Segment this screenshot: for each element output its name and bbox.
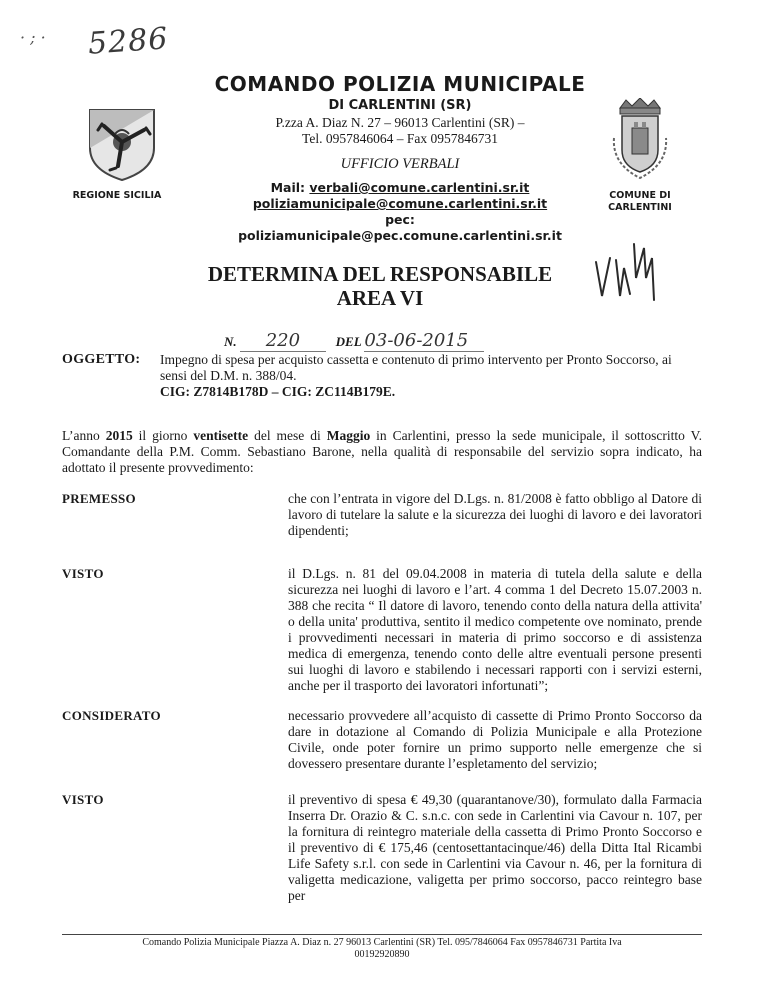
intro-year: 2015	[105, 428, 133, 443]
date-label: DEL	[335, 334, 362, 349]
section-text-visto: il D.Lgs. n. 81 del 09.04.2008 in materia di tutela della salute e della sicurezza nei luoghi di lavoro e l’art. 4 comma 1 del Decreto 15.07.2003 n. 388 che recita “ Il datore di lavoro, tenendo conto della natura della attivita' o della unita' produttiva, sentito il medico competente ove nominato, prende i provvedimenti necessari in materia di primo soccorso e di assistenza medica di emergenza, tenendo conto delle altre eventuali persone presenti sui luoghi di lavoro e stabilendo i necessari rapporti con i servizi esterni, anche per il trasporto dei lavoratori infortunati”;	[288, 566, 702, 693]
intro-part: il giorno	[132, 428, 194, 443]
section-label-visto-preventivo: VISTO	[62, 792, 104, 807]
document-number-line	[224, 330, 484, 352]
oggetto-cig: CIG: Z7814B178D – CIG: ZC114B179E.	[160, 384, 396, 399]
section-label-visto: VISTO	[62, 566, 104, 581]
region-label: REGIONE SICILIA	[72, 190, 162, 201]
oggetto-body	[160, 352, 700, 400]
command-address	[210, 115, 590, 147]
intro-part: L’anno	[62, 428, 106, 443]
page-footer	[62, 937, 702, 961]
contact-block	[205, 180, 595, 244]
mail-link-verbali[interactable]: verbali@comune.carlentini.sr.it	[309, 180, 530, 195]
command-subtitle: DI CARLENTINI (SR)	[328, 98, 472, 113]
date-value: 03-06-2015	[364, 330, 484, 352]
document-heading	[180, 262, 580, 310]
section-label-considerato: CONSIDERATO	[62, 708, 161, 723]
intro-month: Maggio	[326, 428, 371, 443]
handwritten-number: 5286	[86, 21, 170, 62]
section-label-premesso: PREMESSO	[62, 491, 136, 506]
intro-part: in Carlentini, presso la sede municipale, il sottoscritto V. Comandante della P.M. Comm. Sebastiano Barone, nella qualità di responsabile del servizio sopra indicato, ha adottato il presente provvedimento:	[62, 428, 703, 475]
mail-label: Mail:	[270, 180, 306, 195]
handwritten-marks: · ; ·	[20, 28, 46, 47]
address-line: P.zza A. Diaz N. 27 – 96013 Carlentini (SR) –	[275, 115, 525, 130]
number-value: 220	[240, 330, 326, 352]
oggetto-label: OGGETTO:	[62, 352, 141, 367]
comune-label-line-1: COMUNE DI	[609, 190, 671, 201]
heading-line-2: AREA VI	[336, 286, 424, 310]
comune-label-line-2: CARLENTINI	[608, 202, 672, 213]
command-title: COMANDO POLIZIA MUNICIPALE	[214, 72, 586, 96]
intro-day: ventisette	[193, 428, 249, 443]
section-text-premesso: che con l’entrata in vigore del D.Lgs. n. 81/2008 è fatto obbligo al Datore di lavoro di tutelare la salute e la sicurezza dei luoghi di lavoro e dei lavoratori dipendenti;	[288, 491, 702, 538]
footer-divider	[62, 934, 702, 935]
section-text-considerato: necessario provvedere all’acquisto di cassette di Primo Pronto Soccorso da dare in dotazione al Comando di Polizia Municipale e alla Protezione Civile, onde poter fornire un primo supporto nelle emergenze che si dovessero presentare durante l’espletamento del servizio;	[288, 708, 702, 771]
mail-link-polizia[interactable]: poliziamunicipale@comune.carlentini.sr.it	[252, 196, 548, 211]
oggetto-text: Impegno di spesa per acquisto cassetta e contenuto di primo intervento per Pronto Soccorso, ai sensi del D.M. n. 388/04.	[160, 352, 672, 383]
intro-paragraph	[62, 428, 702, 476]
number-label: N.	[224, 334, 237, 349]
comune-crest-icon	[610, 98, 670, 182]
comune-label	[580, 190, 700, 214]
footer-line-2: 00192920890	[354, 949, 410, 960]
pec-label: pec:	[385, 212, 415, 227]
section-text-visto-preventivo: il preventivo di spesa € 49,30 (quarantanove/30), formulato dalla Farmacia Inserra Dr. Orazio & C. s.n.c. con sede in Carlentini via Cavour n. 107, per la fornitura di reintegro materiale della cassetta di Primo Pronto Soccorso e il preventivo di € 175,46 (centosettantacinque/46) della Ditta Ital Ricambi Life Safety s.r.l. con sede in Carlentini via Cavour n. 46, per la fornitura di valigetta medicazione, valigetta per primo soccorso, pacco reintegro base per	[288, 792, 702, 903]
regione-sicilia-emblem-icon	[82, 104, 162, 184]
office-name: UFFICIO VERBALI	[340, 156, 460, 172]
intro-part: del mese di	[248, 428, 327, 443]
heading-line-1: DETERMINA DEL RESPONSABILE	[207, 262, 553, 286]
phone-line: Tel. 0957846064 – Fax 0957846731	[302, 131, 498, 146]
pec-address[interactable]: poliziamunicipale@pec.comune.carlentini.sr.it	[238, 228, 562, 243]
signature-icon	[590, 238, 680, 304]
footer-line-1: Comando Polizia Municipale Piazza A. Diaz n. 27 96013 Carlentini (SR) Tel. 095/7846064 Fax 0957846731 Partita Iva	[142, 937, 622, 948]
